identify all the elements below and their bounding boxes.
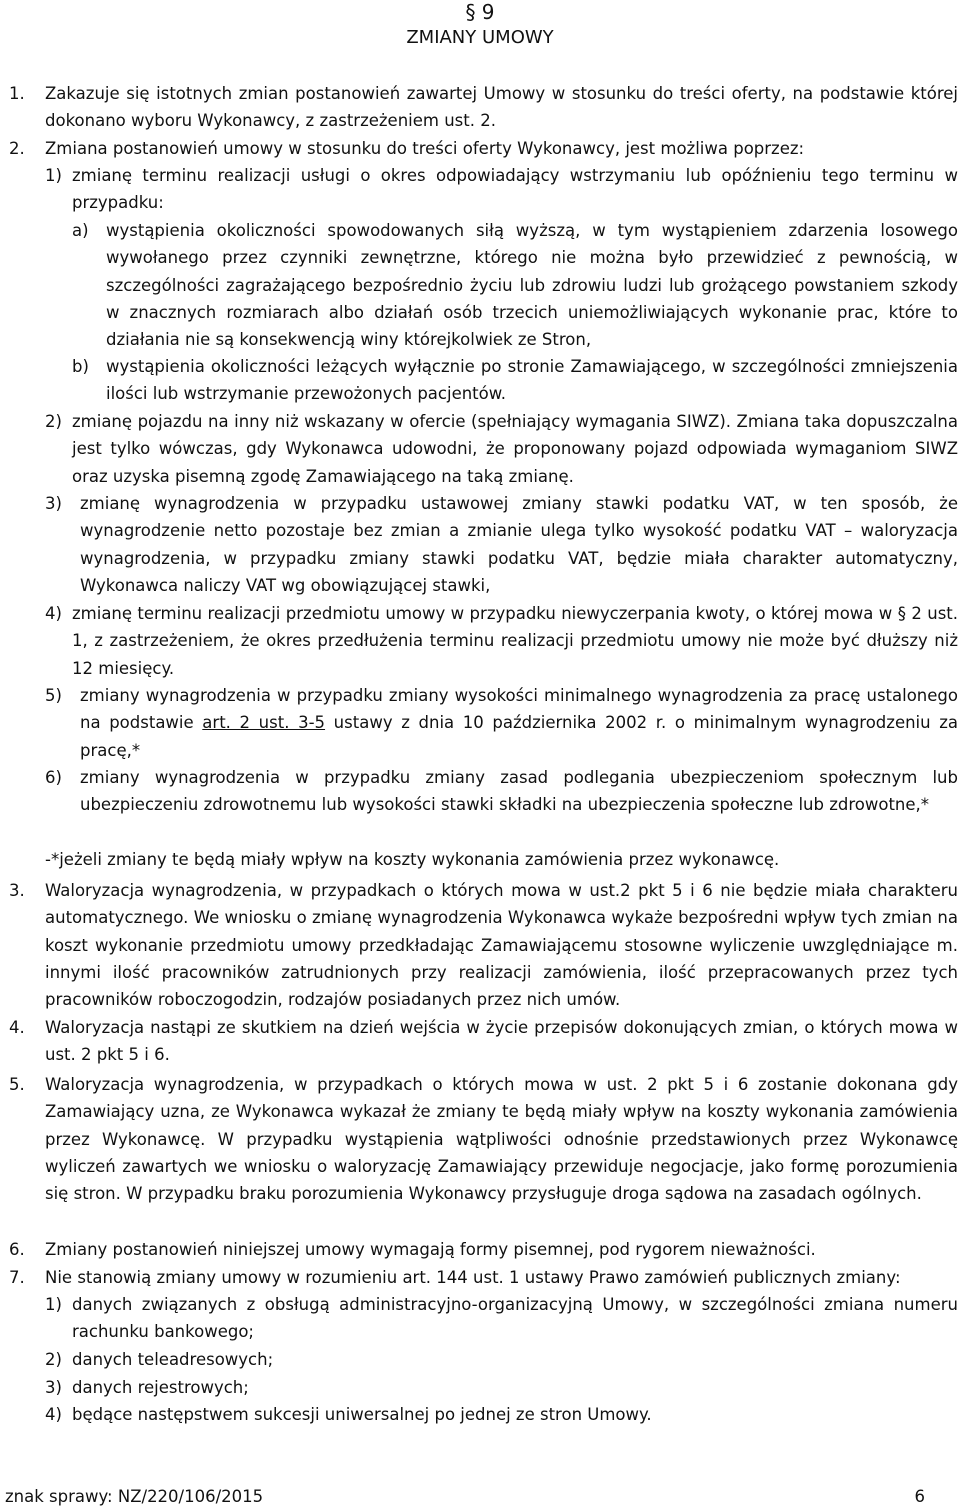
letter-number: b) (72, 357, 89, 376)
subitem-number: 4) (45, 1405, 62, 1424)
letter-number: a) (72, 221, 89, 240)
subitem-number: 5) (45, 686, 62, 705)
subitem-number: 1) (45, 166, 62, 185)
law-reference-link[interactable]: art. 2 ust. 3-5 (202, 713, 326, 733)
subitem-number: 2) (45, 1350, 62, 1369)
section-title: ZMIANY UMOWY (406, 27, 554, 48)
case-number: znak sprawy: NZ/220/106/2015 (5, 1487, 264, 1506)
clause-5: Waloryzacja wynagrodzenia, w przypadkach o których mowa w ust. 2 pkt 5 i 6 zostanie dokonana gdy Zamawiający uzna, ze Wykonawca wykazał że zmiany te będą miały wpływ na koszty wykonania zamówienia przez Wykonawcę. W przypadku wystąpienia wątpliwości odnośnie przedstawionych przez Wykonawcę wyliczeń zawartych we wniosku o waloryzację Zamawiający przewiduje negocjacje, jako formę porozumienia się stron. W przypadku braku porozumienia Wykonawcy przysługuje droga sądowa na zasadach ogólnych. (45, 1075, 958, 1204)
clause-2-1-a: wystąpienia okoliczności spowodowanych siłą wyższą, w tym wystąpieniem zdarzenia losowego wywołanego przez czynniki zewnętrzne, którego nie można było przewidzieć z pewnością, w szczególności zagrażającego bezpośrednio życiu lub zdrowiu ludzi lub grożącego powstaniem szkody w znacznych rozmiarach albo działań osób trzecich uniemożliwiających wykonanie prac, które to działania nie są konsekwencją winy którejkolwiek ze Stron, (106, 221, 958, 350)
clause-2: Zmiana postanowień umowy w stosunku do treści oferty Wykonawcy, jest możliwa poprzez: (45, 139, 805, 158)
clause-2-4: zmianę terminu realizacji przedmiotu umowy w przypadku niewyczerpania kwoty, o której mowa w § 2 ust. 1, z zastrzeżeniem, że okres przedłużenia terminu realizacji przedmiotu umowy nie może być dłuższy niż 12 miesięcy. (72, 604, 958, 678)
item-number: 6. (9, 1240, 25, 1259)
clause-3: Waloryzacja wynagrodzenia, w przypadkach o których mowa w ust.2 pkt 5 i 6 nie będzie miała charakteru automatycznego. We wniosku o zmianę wynagrodzenia Wykonawca wykaże bezpośredni wpływ tych zmian na koszt wykonanie przedmiotu umowy przedkładając Zamawiającemu stosowne wyliczenie uwzględniające m. innymi ilość pracowników zatrudnionych przy realizacji zamówienia, ilość przepracowanych przez tych pracowników roboczogodzin, rodzajów posiadanych przez nich umów. (45, 881, 958, 1010)
subitem-number: 4) (45, 604, 62, 623)
clause-text: zmiany wynagrodzenia w przypadku zmiany wysokości minimalnego wynagrodzenia za pracę ustalonego na podstawie (80, 686, 958, 733)
item-number: 4. (9, 1018, 25, 1037)
clause-7-1: danych związanych z obsługą administracyjno-organizacyjną Umowy, w szczególności zmiana numeru rachunku bankowego; (72, 1295, 958, 1342)
item-number: 2. (9, 139, 25, 158)
clause-2-3: zmianę wynagrodzenia w przypadku ustawowej zmiany stawki podatku VAT, w ten sposób, że wynagrodzenie netto pozostaje bez zmian a zmianie ulega tylko wysokość podatku VAT – waloryzacja wynagrodzenia, w przypadku zmiany stawki podatku VAT, będzie miała charakter automatyczny, Wykonawca naliczy VAT wg obowiązującej stawki, (80, 494, 958, 595)
clause-7-4: będące następstwem sukcesji uniwersalnej po jednej ze stron Umowy. (72, 1405, 652, 1424)
clause-6: Zmiany postanowień niniejszej umowy wymagają formy pisemnej, pod rygorem nieważności. (45, 1240, 816, 1259)
subitem-number: 2) (45, 412, 62, 431)
item-number: 3. (9, 881, 25, 900)
subitem-number: 3) (45, 1378, 62, 1397)
clause-7-3: danych rejestrowych; (72, 1378, 249, 1397)
subitem-number: 3) (45, 494, 62, 513)
clause-7-2: danych teleadresowych; (72, 1350, 274, 1369)
clause-2-1: zmianę terminu realizacji usługi o okres odpowiadający wstrzymaniu lub opóźnieniu tego terminu w przypadku: (72, 166, 958, 213)
item-number: 1. (9, 84, 25, 103)
clause-1: Zakazuje się istotnych zmian postanowień zawartej Umowy w stosunku do treści oferty, na podstawie której dokonano wyboru Wykonawcy, z zastrzeżeniem ust. 2. (45, 84, 958, 131)
item-number: 5. (9, 1075, 25, 1094)
clause-text: ustawy z dnia 10 października 2002 r. o minimalnym wynagrodzeniu za pracę,* (80, 713, 959, 760)
clause-7: Nie stanowią zmiany umowy w rozumieniu art. 144 ust. 1 ustawy Prawo zamówień publicznych zmiany: (45, 1268, 901, 1287)
subitem-number: 6) (45, 768, 62, 787)
clause-2-5 (80, 682, 958, 764)
clause-2-1-b: wystąpienia okoliczności leżących wyłącznie po stronie Zamawiającego, w szczególności zmniejszenia ilości lub wstrzymanie przewożonych pacjentów. (106, 357, 958, 404)
subitem-number: 1) (45, 1295, 62, 1314)
clause-4: Waloryzacja nastąpi ze skutkiem na dzień wejścia w życie przepisów dokonujących zmian, o których mowa w ust. 2 pkt 5 i 6. (45, 1018, 958, 1065)
clause-2-6: zmiany wynagrodzenia w przypadku zmiany zasad podlegania ubezpieczeniom społecznym lub ubezpieczeniu zdrowotnemu lub wysokości stawki składki na ubezpieczenia społeczne lub zdrowotne,* (80, 768, 958, 815)
footnote: -*jeżeli zmiany te będą miały wpływ na koszty wykonania zamówienia przez wykonawcę. (45, 850, 780, 869)
page-number: 6 (914, 1487, 925, 1506)
item-number: 7. (9, 1268, 25, 1287)
section-number: § 9 (465, 0, 495, 24)
clause-2-2: zmianę pojazdu na inny niż wskazany w ofercie (spełniający wymagania SIWZ). Zmiana taka dopuszczalna jest tylko wówczas, gdy Wykonawca udowodni, że proponowany pojazd odpowiada wymaganiom SIWZ oraz uzyska pisemną zgodę Zamawiającego na taką zmianę. (72, 412, 958, 486)
